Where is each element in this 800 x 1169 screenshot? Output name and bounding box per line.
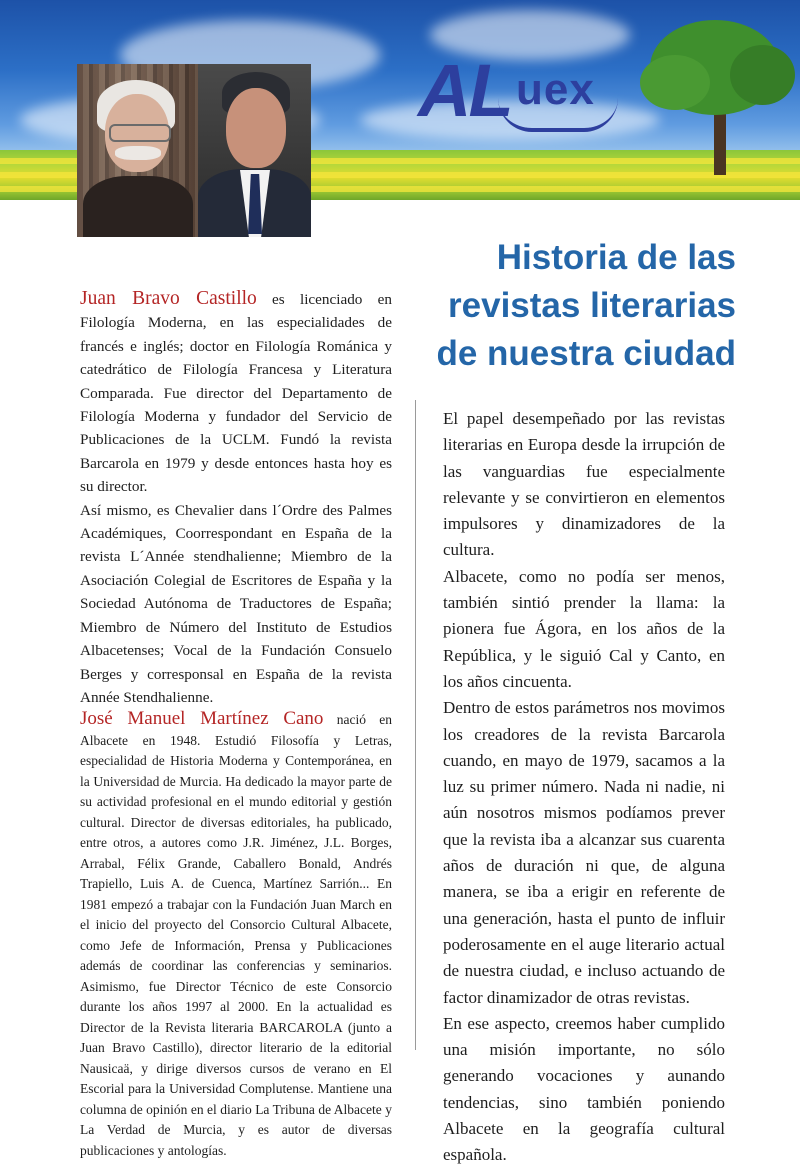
author-photo-juan-bravo [77, 64, 198, 237]
bio-text: nació en Albacete en 1948. Estudió Filosofía y Letras, especialidad de Historia Moderna y Contemporánea, en la Universidad de Murcia. Ha dedicado la mayor parte de su actividad profesional en el mundo editorial y gestión cultural. Director de diversas editoriales, ha publicado, entre otros, a autores como J.R. Jiménez, J.L. Borges, Arrabal, Félix Grande, Caballero Bonald, Andrés Trapiello, Luis A. de Cuenca, Martínez Sarrión... En 1981 empezó a trabajar con la Fundación Juan March en el inicio del proyecto del Consorcio Cultural Albacete, como Jefe de Información, Prensa y Publicaciones además de coordinar las conferencias y seminarios. Asimismo, fue Director Técnico de este Consorcio durante los años 1997 al 2000. En la actualidad es Director de la Revista literaria BARCAROLA (junto a Juan Bravo Castillo), director literario de la editorial Nausicaä, y dirige diversos cursos de verano en El Escorial para la Universidad Complutense. Mantiene una columna de opinión en el diario La Tribuna de Albacete y La Verdad de Murcia, y es autor de diversas publicaciones y antologías. [80, 712, 392, 1158]
article-title [420, 234, 736, 378]
title-line: Historia de las [496, 238, 736, 277]
article-paragraph: Albacete, como no podía ser menos, también sintió prender la llama: la pionera fue Ágora, en los años de la República, y le siguió Cal y Canto, en los años cincuenta. [443, 566, 725, 691]
logo-sub-text: uex [516, 65, 595, 114]
bio-text: es licenciado en Filología Moderna, en las especialidades de francés e inglés; doctor en Filología Románica y catedrático de Filología Francesa y Literatura Comparada. Fue director del Departamento de Filología Moderna y fundador del Servicio de Publicaciones de la UCLM. Fundó la revista Barcarola en 1979 y desde entonces hasta hoy es su director. [80, 291, 392, 496]
bio-juan-bravo [80, 287, 392, 709]
logo-swoosh [498, 98, 618, 132]
article-body [443, 406, 725, 1169]
logo-main-text: AL [418, 49, 511, 132]
bios-column [80, 287, 392, 1161]
author-name: Juan Bravo Castillo [80, 288, 257, 309]
bio-paragraph [80, 287, 392, 499]
bio-paragraph [80, 709, 392, 1161]
bio-paragraph: Así mismo, es Chevalier dans l´Ordre des Palmes Académiques, Coorrespondant en España de la revista L´Année stendhalienne; Miembro de la Asociación Colegial de Escritores de España y la Sociedad Autónoma de Traductores de España; Miembro de Número del Instituto de Estudios Albacetenses; Vocal de la Fundación Consuelo Berges y corresponsal en España de la revista Année Stendhalienne. [80, 501, 392, 706]
title-line: de nuestra ciudad [436, 334, 736, 373]
column-divider [415, 400, 416, 1050]
article-paragraph: En ese aspecto, creemos haber cumplido una misión importante, no sólo generando vocaciones y aunando tendencias, sino también poniendo Albacete en la geografía cultural española. [443, 1013, 725, 1165]
author-photo-jose-manuel [198, 64, 311, 237]
title-line: revistas literarias [448, 286, 736, 325]
bio-jose-manuel [80, 709, 392, 1161]
article-paragraph: Dentro de estos parámetros nos movimos los creadores de la revista Barcarola cuando, en mayo de 1979, sacamos a la luz su primer número. Nada ni nadie, ni aún nosotros mismos podíamos prever que la revista iba a alcanzar sus cuarenta años de duración ni que, de alguna manera, se iba a erigir en referente de una generación, hasta el punto de influir poderosamente en el auge literario actual de nuestra ciudad, e incluso actuando de factor dinamizador de otras revistas. [443, 698, 725, 1007]
article-paragraph: El papel desempeñado por las revistas literarias en Europa desde la irrupción de las vanguardias fue especialmente relevante y se convirtieron en elementos impulsores y dinamizadores de la cultura. [443, 409, 725, 560]
author-name: José Manuel Martínez Cano [80, 708, 324, 730]
